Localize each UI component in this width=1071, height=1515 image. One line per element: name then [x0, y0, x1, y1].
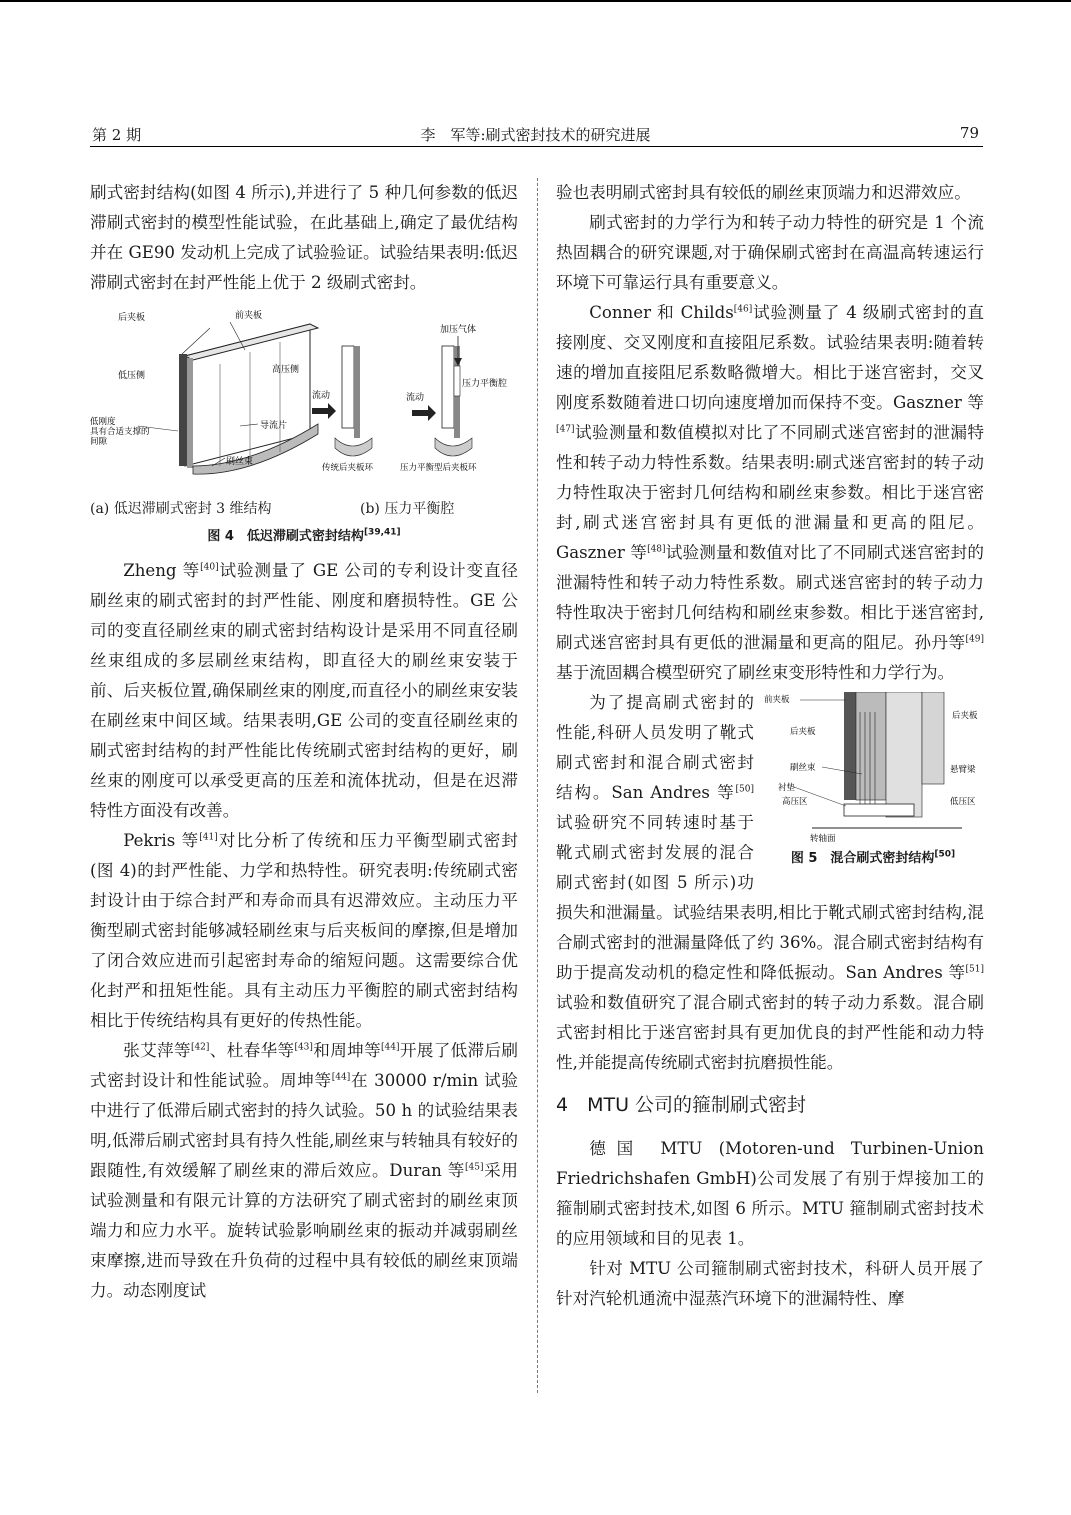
- fig5-label-back-plate-inner: 后夹板: [790, 727, 816, 737]
- fig5-label-bristle-pack: 刷丝束: [790, 763, 816, 773]
- fig5-label-front-plate: 前夹板: [764, 695, 790, 705]
- fig5-label-pad: 衬垫: [778, 783, 796, 793]
- fig4-subcaption-a: (a) 低迟滞刷式密封 3 维结构: [90, 501, 272, 517]
- paragraph: Pekris 等[41]对比分析了传统和压力平衡型刷式密封(图 4)的封严性能、力学和热特性。研究表明:传统刷式密封设计由于综合封严和寿命而具有迟滞效应。主动压力平衡型刷式密封能够减轻刷丝束与后夹板间的摩擦,但是增加了闭合效应进而引起密封寿命的缩短问题。这需要综合优化封严和扭矩性能。具有主动压力平衡腔的刷式密封结构相比于传统结构具有更好的传热性能。: [90, 831, 519, 1030]
- arrow-right-icon: [312, 403, 336, 419]
- left-column: [90, 178, 518, 1306]
- fig4-label-balanced-ring: 压力平衡型后夹板环: [400, 463, 477, 473]
- column-divider: [537, 178, 538, 1393]
- figure-5: [762, 692, 984, 872]
- fig4-label-high-pressure-side: 高压侧: [272, 365, 300, 375]
- figure-4: [90, 306, 518, 556]
- fig4-label-low-pressure-side: 低压侧: [118, 371, 146, 381]
- fig4-label-low-stiffness-1: 低刚度: [90, 417, 116, 427]
- fig5-label-cantilever-beam: 悬臂梁: [950, 765, 976, 775]
- fig4-caption: 图 4 低迟滞刷式密封结构[39,41]: [207, 527, 401, 544]
- fig4-subcaption-b: (b) 压力平衡腔: [360, 501, 455, 517]
- running-title: 李 军等:刷式密封技术的研究进展: [420, 126, 651, 144]
- figure-4-drawing: [90, 306, 518, 486]
- header-rule: [90, 146, 983, 147]
- figure-5-drawing: [762, 692, 984, 842]
- paragraph: 张艾萍等[42]、杜春华等[43]和周坤等[44]开展了低滞后刷式密封设计和性能试验。周坤等[44]在 30000 r/min 试验中进行了低滞后刷式密封的持久试验。50 h 的试验结果表明,低滞后刷式密封具有持久性能,刷丝束与转轴具有较好的跟随性,有效缓解了刷丝束的滞后效应。Duran 等[45]采用试验测量和有限元计算的方法研究了刷式密封的刷丝束顶端力和应力水平。旋转试验影响刷丝束的振动并减弱刷丝束摩擦,进而导致在升负荷的过程中具有较低的刷丝束顶端力。动态刚度试: [90, 1041, 519, 1300]
- fig5-label-low-pressure-zone: 低压区: [950, 797, 976, 807]
- arrow-right-icon: [412, 405, 436, 421]
- paragraph: 针对 MTU 公司箍制刷式密封技术，科研人员开展了针对汽轮机通流中湿蒸汽环境下的泄漏特性、摩: [556, 1259, 984, 1308]
- paragraph: 刷式密封结构(如图 4 所示),并进行了 5 种几何参数的低迟滞刷式密封的模型性能试验，在此基础上,确定了最优结构并在 GE90 发动机上完成了试验验证。试验结果表明:低迟滞刷式密封在封严性能上优于 2 级刷式密封。: [90, 183, 518, 292]
- fig4-label-flow-1: 流动: [312, 391, 331, 401]
- fig5-caption: 图 5 混合刷式密封结构[50]: [790, 849, 956, 866]
- fig4-label-flow-2: 流动: [406, 393, 425, 403]
- fig4-label-guide-plate: 导流片: [260, 421, 288, 431]
- top-rule: [0, 0, 1071, 2]
- page-number: 79: [959, 124, 979, 142]
- section-heading: 4 MTU 公司的箍制刷式密封: [556, 1094, 807, 1116]
- fig4-label-traditional-ring: 传统后夹板环: [322, 463, 374, 473]
- fig4-label-bristle-pack: 刷丝束: [226, 457, 254, 467]
- paragraph: 验也表明刷式密封具有较低的刷丝束顶端力和迟滞效应。: [556, 183, 971, 202]
- fig5-label-back-plate-top: 后夹板: [952, 711, 978, 721]
- paragraph: Zheng 等[40]试验测量了 GE 公司的专利设计变直径刷丝束的刷式密封的封严性能、刚度和磨损特性。GE 公司的变直径刷丝束的刷式密封结构设计是采用不同直径刷丝束组成的多层刷丝束结构，即直径大的刷丝束安装于前、后夹板位置,确保刷丝束的刚度,而直径小的刷丝束安装在刷丝束中间区域。结果表明,GE 公司的变直径刷丝束的刷式密封结构的封严性能比传统刷式密封结构的更好，刷丝束的刚度可以承受更高的压差和流体扰动，但是在迟滞特性方面没有改善。: [90, 561, 519, 820]
- fig5-label-high-pressure-zone: 高压区: [782, 797, 808, 807]
- fig4-label-back-plate: 后夹板: [118, 313, 146, 323]
- fig5-label-shaft-surface: 转轴面: [810, 834, 836, 842]
- issue-number: 第 2 期: [92, 126, 142, 144]
- fig4-label-front-plate: 前夹板: [235, 311, 263, 321]
- paragraph: 为了提高刷式密封的性能,科研人员发明了靴式刷式密封和混合刷式密封结构。San Andres 等[50]试验研究不同转速时基于靴式刷式密封发展的混合刷式密封(如图 5 所示)功损失和泄漏量。试验结果表明,相比于靴式刷式密封结构,混合刷式密封的泄漏量降低了约 36%。混合刷式密封结构有助于提高发动机的稳定性和降低振动。San Andres 等[51]试验和数值研究了混合刷式密封的转子动力系数。混合刷式密封相比于迷宫密封具有更加优良的封严性能和动力特性,并能提高传统刷式密封抗磨损性能。: [556, 693, 984, 1072]
- fig4-label-low-stiffness-3: 间隙: [90, 437, 108, 447]
- paragraph: 刷式密封的力学行为和转子动力特性的研究是 1 个流热固耦合的研究课题,对于确保刷式密封在高温高转速运行环境下可靠运行具有重要意义。: [556, 213, 984, 292]
- fig4-label-low-stiffness-2: 具有合适支撑的: [90, 427, 150, 437]
- paragraph: 德国 MTU (Motoren-und Turbinen-Union Friedrichshafen GmbH)公司发展了有别于焊接加工的箍制刷式密封技术,如图 6 所示。MTU 箍制刷式密封技术的应用领域和目的见表 1。: [556, 1139, 984, 1248]
- fig4-label-pressurized-gas: 加压气体: [440, 325, 477, 335]
- right-column: [556, 178, 984, 1314]
- figure-5-wrap: [556, 688, 984, 1078]
- paragraph: Conner 和 Childs[46]试验测量了 4 级刷式密封的直接刚度、交叉刚度和直接阻尼系数。试验结果表明:随着转速的增加直接阻尼系数略微增大。相比于迷宫密封，交叉刚度系数随着进口切向速度增加而保持不变。Gaszner 等[47]试验测量和数值模拟对比了不同刷式迷宫密封的泄漏特性和转子动力特性系数。结果表明:刷式迷宫密封的转子动力特性取决于密封几何结构和刷丝束参数。相比于迷宫密封,刷式迷宫密封具有更低的泄漏量和更高的阻尼。Gaszner 等[48]试验测量和数值对比了不同刷式迷宫密封的泄漏特性和转子动力特性系数。刷式迷宫密封的转子动力特性取决于密封几何结构和刷丝束参数。相比于迷宫密封,刷式迷宫密封具有更低的泄漏量和更高的阻尼。孙丹等[49] 基于流固耦合模型研究了刷丝束变形特性和力学行为。: [556, 303, 985, 682]
- fig4-label-pressure-balance-cavity: 压力平衡腔: [462, 379, 508, 389]
